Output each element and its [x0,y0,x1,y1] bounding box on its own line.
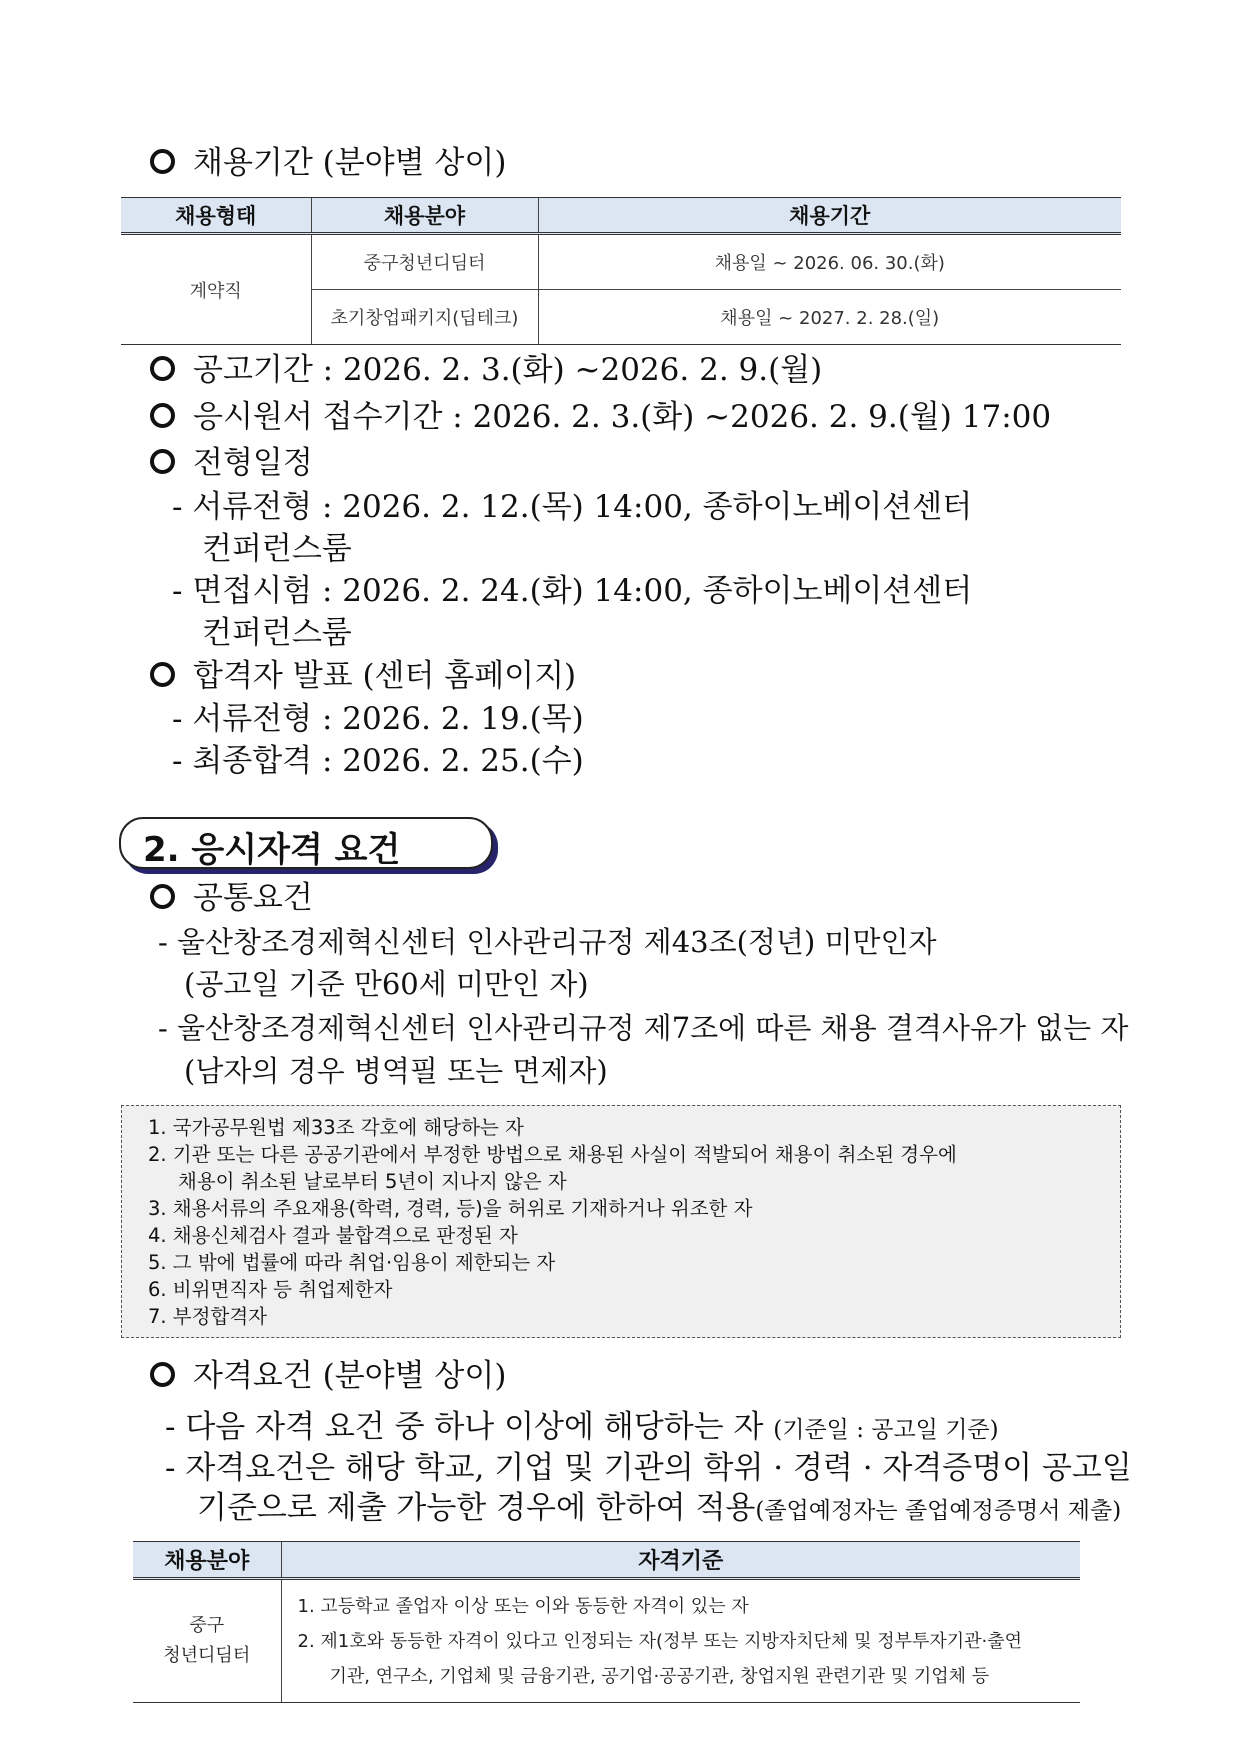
circle-bullet-icon [150,403,175,428]
list-item: 2. 제1호와 동등한 자격이 있다고 인정되는 자(정부 또는 지방자치단체 및 정부투자기관·출연 [297,1630,1023,1652]
header-criteria: 자격기준 [281,1542,1080,1579]
period-cell: 채용일 ~ 2026. 06. 30.(화) [538,234,1121,290]
list-item: 7. 부정합격자 [148,1305,267,1328]
circle-bullet-icon [150,884,175,909]
table-row [121,234,1121,290]
period-table [121,197,1121,345]
disqualification-box [121,1105,1121,1338]
criteria-table-header [133,1542,1080,1579]
circle-bullet-icon [150,149,175,174]
qualification-2b-note: (졸업예정자는 졸업예정증명서 제출) [755,1498,1122,1524]
type-cell: 계약직 [121,234,311,345]
interview-schedule: - 면접시험 : 2026. 2. 24.(화) 14:00, 종하이노베이션센터 [172,573,973,609]
qualification-2: - 자격요건은 해당 학교, 기업 및 기관의 학위 · 경력 · 자격증명이 공고일 [165,1450,1132,1486]
list-item: 기관, 연구소, 기업체 및 금융기관, 공기업·공공기관, 창업지원 관련기관 및 기업체 등 [329,1665,990,1687]
list-item: 3. 채용서류의 주요재용(학력, 경력, 등)을 허위로 기재하거나 위조한 자 [148,1197,753,1220]
list-item: 채용이 취소된 날로부터 5년이 지나지 않은 자 [178,1170,567,1193]
list-item: 1. 국가공무원법 제33조 각호에 해당하는 자 [148,1116,524,1139]
section-title-box [119,817,493,869]
field-cell: 초기창업패키지(딥테크) [311,290,538,345]
criteria-table [133,1541,1080,1703]
header-field: 채용분야 [133,1542,281,1579]
list-item: 4. 채용신체검사 결과 불합격으로 판정된 자 [148,1224,518,1247]
document-screening: - 서류전형 : 2026. 2. 12.(목) 14:00, 종하이노베이션센터 [172,489,973,525]
header-period: 채용기간 [538,198,1121,234]
list-item: 2. 기관 또는 다른 공공기관에서 부정한 방법으로 채용된 사실이 적발되어 채용이 취소된 경우에 [148,1143,957,1166]
period-table-header [121,198,1121,234]
criteria-cell [281,1579,1080,1703]
header-type: 채용형태 [121,198,311,234]
notice-period: 공고기간 : 2026. 2. 3.(화) ~2026. 2. 9.(월) [150,350,822,390]
header-field: 채용분야 [311,198,538,234]
period-cell: 채용일 ~ 2027. 2. 28.(일) [538,290,1121,345]
circle-bullet-icon [150,662,175,687]
circle-bullet-icon [150,449,175,474]
result-final: - 최종합격 : 2026. 2. 25.(수) [172,743,584,779]
qualification-1-text: - 다음 자격 요건 중 하나 이상에 해당하는 자 [165,1409,764,1445]
field-cell [133,1579,281,1703]
qualification-2b-text: 기준으로 제출 가능한 경우에 한하여 적용 [197,1490,756,1526]
common-requirement-1-note: (공고일 기준 만60세 미만인 자) [184,967,589,1001]
qualification-heading: 자격요건 (분야별 상이) [150,1356,506,1396]
application-period: 응시원서 접수기간 : 2026. 2. 3.(화) ~2026. 2. 9.(월) 17:00 [150,397,1051,437]
field-line: 중구 [189,1615,225,1636]
section-title: 2. 응시자격 요건 [143,830,401,870]
qualification-1 [165,1407,999,1450]
period-heading: 채용기간 (분야별 상이) [150,143,506,183]
list-item: 5. 그 밖에 법률에 따라 취업·임용이 제한되는 자 [148,1251,556,1274]
result-documents: - 서류전형 : 2026. 2. 19.(목) [172,701,584,737]
circle-bullet-icon [150,1362,175,1387]
common-heading: 공통요건 [150,878,313,918]
common-requirement-2: - 울산창조경제혁신센터 인사관리규정 제7조에 따른 채용 결격사유가 없는 자 [158,1011,1129,1045]
interview-place: 컨퍼런스룸 [202,615,352,651]
list-item: 1. 고등학교 졸업자 이상 또는 이와 동등한 자격이 있는 자 [297,1595,749,1617]
qualification-1-note: (기준일 : 공고일 기준) [773,1417,999,1443]
common-requirement-2-note: (남자의 경우 병역필 또는 면제자) [184,1054,608,1088]
circle-bullet-icon [150,356,175,381]
field-line: 청년디딤터 [163,1645,251,1666]
table-row [133,1579,1080,1703]
document-screening-place: 컨퍼런스룸 [202,531,352,567]
field-cell: 중구청년디딤터 [311,234,538,290]
qualification-2b [197,1488,1121,1531]
selection-heading: 전형일정 [150,443,313,483]
results-heading: 합격자 발표 (센터 홈페이지) [150,656,576,696]
list-item: 6. 비위면직자 등 취업제한자 [148,1278,393,1301]
common-requirement-1: - 울산창조경제혁신센터 인사관리규정 제43조(정년) 미만인자 [158,925,937,959]
